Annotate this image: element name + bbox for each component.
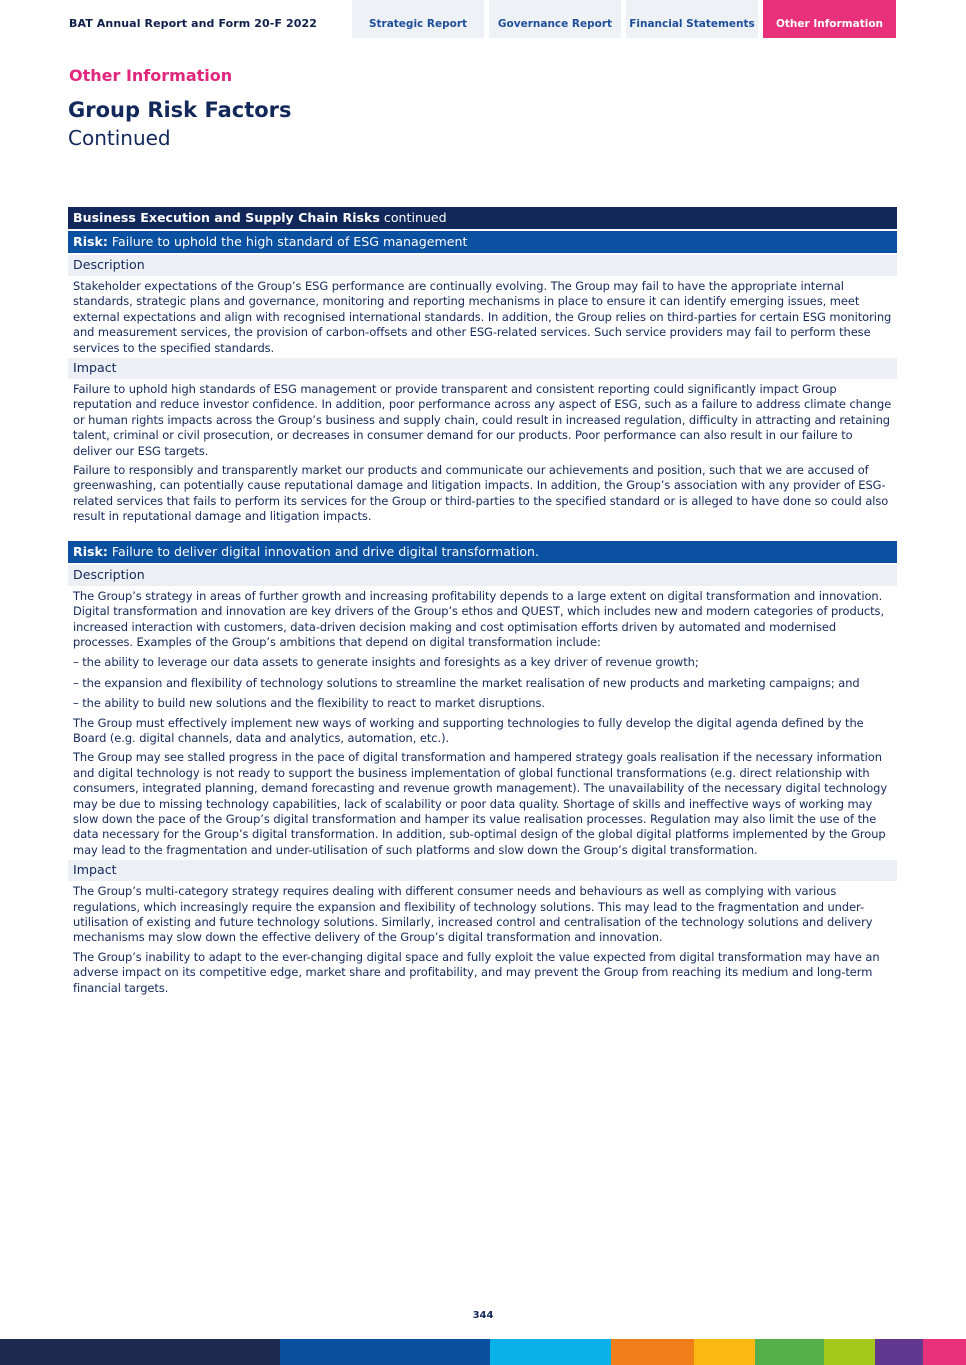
description-heading: Description [68,565,897,586]
impact-paragraph: The Group’s multi-category strategy requires dealing with different consumer needs and behaviours as well as complying with various regulations, which increasingly require the expansion and flexibility of technology solutions. This may lead to the fragmentation and under-utilisation of existing and future technology solutions. Similarly, increased control and centralisation of the technology solutions and delivery mechanisms may slow down the effective delivery of the Group’s digital transformation and innovation. [73,884,873,945]
risk-header-digital [68,541,897,563]
description-paragraph: The Group’s strategy in areas of further growth and increasing profitability depends to a large extent on digital transformation and innovation. Digital transformation and innovation are key drivers of the Group’s ethos and QUEST, which includes new and modern categories of products, increased interaction with customers, data-driven decision making and cost optimisation efforts driven by automated and modernised processes. Examples of the Group’s ambitions that depend on digital transformation include: [73,588,885,649]
risk-prefix: Risk: [73,234,108,249]
risk-header-esg [68,231,897,253]
strip-segment [280,1339,490,1365]
impact-paragraph: Failure to responsibly and transparently market our products and communicate our achievements and position, such that we are accused of greenwashing, can potentially cause reputational damage and litigation impacts. In addition, the Group’s association with any provider of ESG-related services that fails to perform its services for the Group or third-parties to the specified standard or is alleged to have done so could also result in reputational damage and litigation impacts. [73,463,889,524]
description-paragraph: The Group must effectively implement new ways of working and supporting technologies to fully develop the digital agenda defined by the Board (e.g. digital channels, data and analytics, automation, etc.). [73,715,864,745]
description-paragraph: Stakeholder expectations of the Group’s ESG performance are continually evolving. The Group may fail to have the appropriate internal standards, strategic plans and governance, monitoring and reporting mechanisms in place to ensure it can identify emerging issues, meet external expectations and align with recognised international standards. In addition, the Group relies on third-parties for certain ESG monitoring and measurement services, the provision of carbon-offsets and other ESG-related services. Such service providers may fail to perform these services to the specified standards. [73,279,892,355]
bullet-item: – the expansion and flexibility of technology solutions to streamline the market realisation of new products and marketing campaigns; and [73,675,860,690]
risk-prefix: Risk: [73,543,108,559]
page-number: 344 [472,1310,494,1321]
risk-title: Failure to deliver digital innovation and drive digital transformation. [107,543,540,559]
brand-color-strip [0,1339,966,1365]
impact-heading: Impact [68,860,897,881]
tab-governance-report[interactable]: Governance Report [489,0,621,38]
strip-segment [875,1339,923,1365]
table-header [68,207,897,229]
strip-segment [490,1339,611,1365]
description-heading: Description [68,255,897,276]
strip-segment [923,1339,966,1365]
tab-strategic-report[interactable]: Strategic Report [352,0,484,38]
bullet-item: – the ability to leverage our data assets to generate insights and foresights as a key driver of revenue growth; [73,655,699,670]
strip-segment [755,1339,824,1365]
strip-segment [0,1339,280,1365]
strip-segment [824,1339,875,1365]
impact-paragraph: Failure to uphold high standards of ESG management or provide transparent and consistent reporting could significantly impact Group reputation and reduce investor confidence. In addition, poor performance across any aspect of ESG, such as a failure to address climate change or human rights impacts across the Group’s business and supply chain, could result in increased regulation, difficulty in attracting and retaining talent, criminal or civil prosecution, or decreases in consumer demand for our products. Poor performance can also result in our failure to deliver our ESG targets. [73,382,892,458]
bullet-item: – the ability to build new solutions and the flexibility to react to market disruptions. [73,696,545,711]
tab-financial-statements[interactable]: Financial Statements [626,0,758,38]
tab-other-information[interactable]: Other Information [763,0,896,38]
description-paragraph: The Group may see stalled progress in the pace of digital transformation and hampered strategy goals realisation if the necessary information and digital technology is not ready to support the business implementation of global functional transformations (e.g. direct relationship with consumers, integrated planning, demand forecasting and revenue growth management). The unavailability of the necessary digital technology may be due to missing technology capabilities, lack of scalability or poor data quality. Shortage of skills and ineffective ways of working may slow down the pace of the Group’s digital transformation and hamper its value realisation processes. Regulation may also limit the use of the data necessary for the Group’s digital transformation. In addition, sub-optimal design of the global digital platforms implemented by the Group may lead to the fragmentation and under-utilisation of such platforms and slow down the Group’s digital transformation. [73,750,888,857]
strip-segment [611,1339,694,1365]
table-header-continued: continued [379,210,447,225]
page-subtitle: Continued [68,126,171,150]
impact-paragraph: The Group’s inability to adapt to the ever-changing digital space and fully exploit the value expected from digital transformation may have an adverse impact on its competitive edge, market share and profitability, and may prevent the Group from reaching its medium and long-term financial targets. [73,949,880,995]
table-header-title: Business Execution and Supply Chain Risks [73,210,380,225]
impact-heading: Impact [68,358,897,379]
report-title: BAT Annual Report and Form 20-F 2022 [69,17,318,30]
page-title: Group Risk Factors [68,98,292,122]
risk-table [68,207,897,996]
top-navigation [0,0,966,40]
section-label: Other Information [69,66,233,85]
strip-segment [694,1339,755,1365]
risk-title: Failure to uphold the high standard of ESG management [107,234,468,249]
